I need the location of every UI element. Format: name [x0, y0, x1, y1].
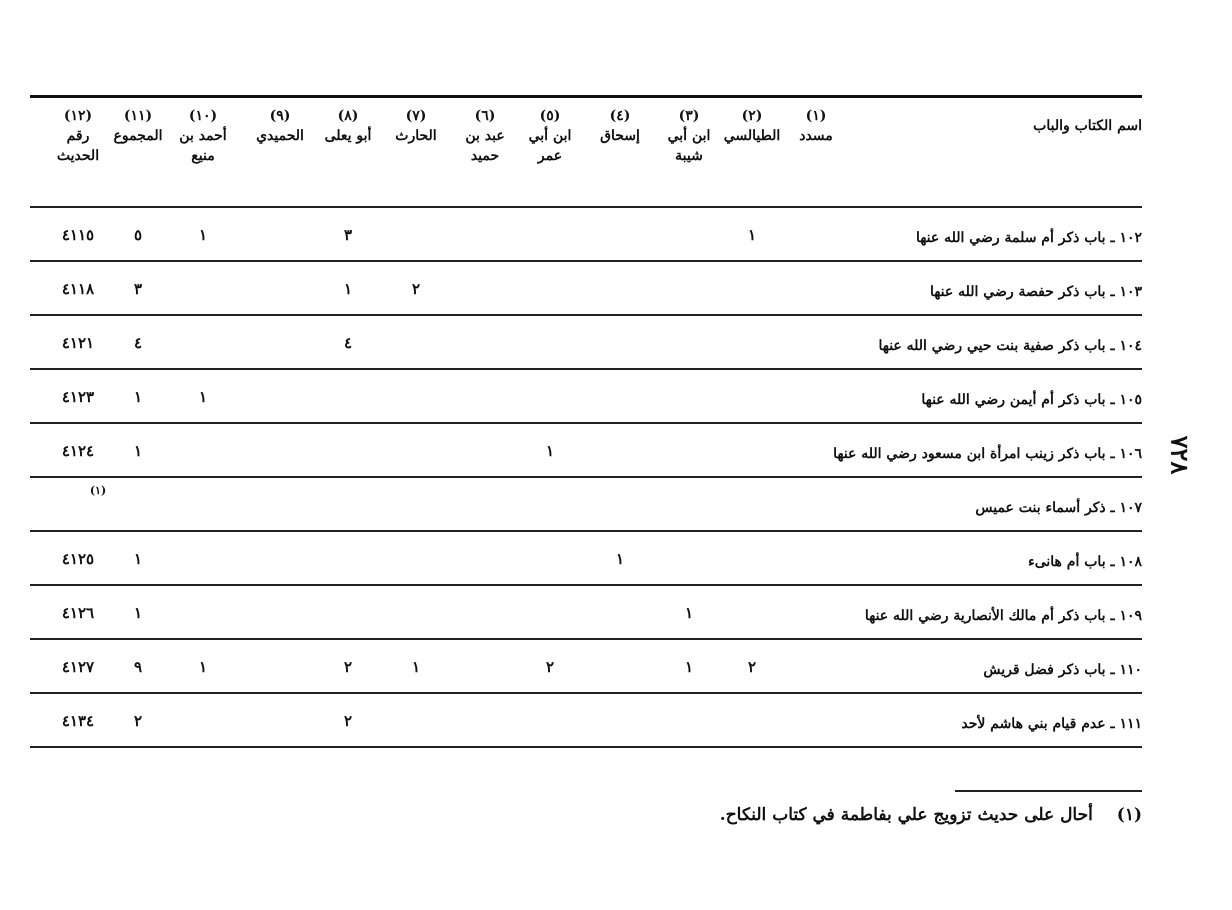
cell-col-11: ٢	[133, 712, 143, 730]
chapter-name: ١٠٨ ـ باب أم هانىء	[1028, 554, 1142, 570]
cell-col-3: ١	[684, 658, 694, 676]
page-number: ٧٢٨	[1165, 435, 1195, 475]
cell-col-12: ٤١١٥	[61, 226, 95, 244]
column-title: الحارث	[395, 128, 437, 144]
cell-col-11: ٩	[133, 658, 143, 676]
column-title: مسدد	[799, 128, 833, 144]
column-header-6	[452, 106, 518, 166]
column-header-7	[383, 106, 449, 146]
column-header-5	[517, 106, 583, 166]
column-number: (٤)	[609, 108, 631, 124]
cell-col-10: ١	[198, 658, 208, 676]
cell-col-12: ٤١٢٣	[61, 388, 95, 406]
cell-col-11: ١	[133, 604, 143, 622]
chapter-name: ١٠٢ ـ باب ذكر أم سلمة رضي الله عنها	[915, 230, 1142, 246]
column-title: الطيالسي	[723, 128, 781, 144]
cell-col-8: ١	[343, 280, 353, 298]
chapter-name: ١٠٥ ـ باب ذكر أم أيمن رضي الله عنها	[921, 392, 1142, 408]
cell-col-11: ٥	[133, 226, 143, 244]
column-header-8	[315, 106, 381, 146]
table-body	[30, 208, 1142, 748]
table-row	[30, 208, 1142, 260]
cell-col-10: ١	[198, 388, 208, 406]
table-row	[30, 370, 1142, 422]
footnote-reference: (١)	[89, 484, 107, 497]
column-title: رقم الحديث	[56, 128, 100, 164]
chapter-name: ١٠٤ ـ باب ذكر صفية بنت حيي رضي الله عنها	[878, 338, 1142, 354]
chapter-name: ١١١ ـ عدم قيام بني هاشم لأحد	[961, 716, 1142, 732]
footnote-text: أحال على حديث تزويج علي بفاطمة في كتاب النكاح.	[719, 805, 1093, 825]
cell-col-11: ٤	[133, 334, 143, 352]
column-header-9	[247, 106, 313, 146]
table-row	[30, 640, 1142, 692]
cell-col-2: ١	[747, 226, 757, 244]
cell-col-12: ٤١٣٤	[61, 712, 95, 730]
cell-col-7: ١	[411, 658, 421, 676]
cell-col-3: ١	[684, 604, 694, 622]
chapter-name: ١٠٣ ـ باب ذكر حفصة رضي الله عنها	[929, 284, 1142, 300]
table-row	[30, 586, 1142, 638]
chapter-name: ١١٠ ـ باب ذكر فضل قريش	[983, 662, 1142, 678]
cell-col-8: ٢	[343, 658, 353, 676]
column-number: (٨)	[337, 108, 359, 124]
cell-col-12: ٤١٢٧	[61, 658, 95, 676]
column-number: (١١)	[123, 108, 153, 124]
column-header-2	[719, 106, 785, 146]
cell-col-12: ٤١٢٤	[61, 442, 95, 460]
chapter-name: ١٠٦ ـ باب ذكر زينب امرأة ابن مسعود رضي الله عنها	[833, 446, 1142, 462]
cell-col-5: ٢	[545, 658, 555, 676]
column-header-3	[656, 106, 722, 166]
cell-col-12: ٤١١٨	[61, 280, 95, 298]
column-title: ابن أبي شيبة	[667, 128, 711, 164]
column-title: أحمد بن منيع	[179, 128, 227, 164]
column-title: ابن أبي عمر	[528, 128, 572, 164]
column-header-4	[587, 106, 653, 146]
cell-col-12: ٤١٢٥	[61, 550, 95, 568]
footnote-rule	[955, 790, 1142, 792]
cell-col-8: ٤	[343, 334, 353, 352]
table-row	[30, 532, 1142, 584]
cell-col-11: ٣	[133, 280, 143, 298]
cell-col-12: ٤١٢٦	[61, 604, 95, 622]
column-number: (٧)	[405, 108, 427, 124]
cell-col-11: ١	[133, 550, 143, 568]
cell-col-5: ١	[545, 442, 555, 460]
cell-col-12: ٤١٢١	[61, 334, 95, 352]
column-number: (٣)	[678, 108, 700, 124]
cell-col-7: ٢	[411, 280, 421, 298]
table-row	[30, 316, 1142, 368]
column-title: المجموع	[113, 128, 163, 144]
column-number: (٥)	[539, 108, 561, 124]
column-number: (٩)	[269, 108, 291, 124]
hadith-table	[30, 95, 1142, 748]
column-title: عبد بن حميد	[465, 128, 505, 164]
column-number: (١٠)	[188, 108, 218, 124]
column-header-11	[105, 106, 171, 146]
cell-col-11: ١	[133, 388, 143, 406]
table-row	[30, 424, 1142, 476]
column-title: الحميدي	[256, 128, 304, 144]
table-header	[30, 98, 1142, 206]
column-number: (١)	[805, 108, 827, 124]
chapter-name: ١٠٧ ـ ذكر أسماء بنت عميس	[975, 500, 1142, 516]
cell-col-4: ١	[615, 550, 625, 568]
column-header-12	[45, 106, 111, 166]
footnote	[720, 805, 1142, 825]
row-rule	[30, 746, 1142, 748]
cell-col-8: ٢	[343, 712, 353, 730]
chapter-name: ١٠٩ ـ باب ذكر أم مالك الأنصارية رضي الله عنها	[864, 608, 1142, 624]
cell-col-11: ١	[133, 442, 143, 460]
column-title: أبو يعلى	[324, 128, 372, 144]
column-header-10	[170, 106, 236, 166]
footnote-mark: (١)	[1116, 805, 1142, 825]
column-title: إسحاق	[600, 128, 640, 144]
cell-col-10: ١	[198, 226, 208, 244]
column-number: (٢)	[741, 108, 763, 124]
column-number: (٦)	[474, 108, 496, 124]
table-row	[30, 478, 1142, 530]
name-column-header: اسم الكتاب والباب	[1033, 118, 1142, 134]
column-number: (١٢)	[63, 108, 93, 124]
table-row	[30, 694, 1142, 746]
cell-col-8: ٣	[343, 226, 353, 244]
table-row	[30, 262, 1142, 314]
cell-col-2: ٢	[747, 658, 757, 676]
column-header-1	[783, 106, 849, 146]
